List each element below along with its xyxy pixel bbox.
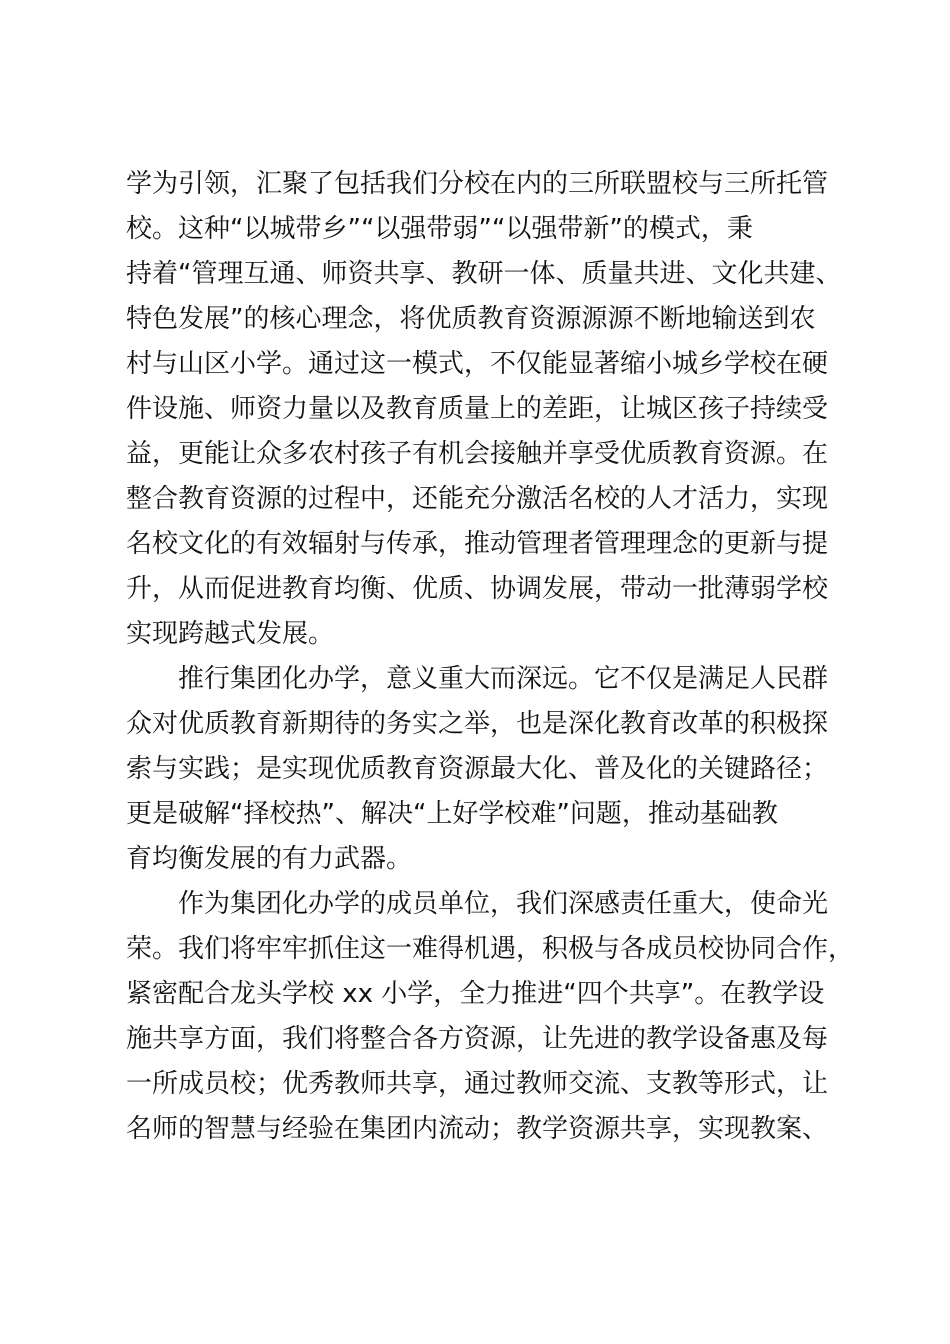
text-line: 实现跨越式发展。: [126, 619, 335, 649]
document-body: [126, 162, 855, 1152]
text-line: 学为引领，汇聚了包括我们分校在内的三所联盟校与三所托管: [126, 169, 829, 199]
text-line: 升，从而促进教育均衡、优质、协调发展，带动一批薄弱学校: [126, 574, 829, 604]
text-line: 名师的智慧与经验在集团内流动；教学资源共享，实现教案、: [126, 1114, 829, 1144]
text-line: 作为集团化办学的成员单位，我们深感责任重大，使命光: [178, 889, 829, 919]
text-line: 众对优质教育新期待的务实之举，也是深化教育改革的积极探: [126, 709, 829, 739]
text-line: 名校文化的有效辐射与传承，推动管理者管理理念的更新与提: [126, 529, 829, 559]
text-line: 紧密配合龙头学校 xx 小学，全力推进“四个共享”。在教学设: [126, 979, 825, 1009]
text-line: 益，更能让众多农村孩子有机会接触并享受优质教育资源。在: [126, 439, 829, 469]
text-line: 特色发展”的核心理念，将优质教育资源源源不断地输送到农: [126, 304, 816, 334]
text-line: 更是破解“择校热”、解决“上好学校难”问题，推动基础教: [126, 799, 778, 829]
text-line: 持着“管理互通、师资共享、教研一体、质量共进、文化共建、: [126, 259, 842, 289]
paragraph-3: [126, 882, 855, 1152]
text-line: 件设施、师资力量以及教育质量上的差距，让城区孩子持续受: [126, 394, 829, 424]
text-line: 推行集团化办学，意义重大而深远。它不仅是满足人民群: [178, 664, 829, 694]
text-line: 荣。我们将牢牢抓住这一难得机遇，积极与各成员校协同合作，: [126, 934, 855, 964]
text-line: 索与实践；是实现优质教育资源最大化、普及化的关键路径；: [126, 754, 829, 784]
text-line: 村与山区小学。通过这一模式，不仅能显著缩小城乡学校在硬: [126, 349, 829, 379]
text-line: 一所成员校；优秀教师共享，通过教师交流、支教等形式，让: [126, 1069, 829, 1099]
text-line: 整合教育资源的过程中，还能充分激活名校的人才活力，实现: [126, 484, 829, 514]
text-line: 校。这种“以城带乡”“以强带弱”“以强带新”的模式，秉: [126, 214, 753, 244]
text-line: 施共享方面，我们将整合各方资源，让先进的教学设备惠及每: [126, 1024, 829, 1054]
paragraph-2: [126, 657, 834, 882]
paragraph-1: [126, 162, 842, 657]
text-line: 育均衡发展的有力武器。: [126, 844, 413, 874]
